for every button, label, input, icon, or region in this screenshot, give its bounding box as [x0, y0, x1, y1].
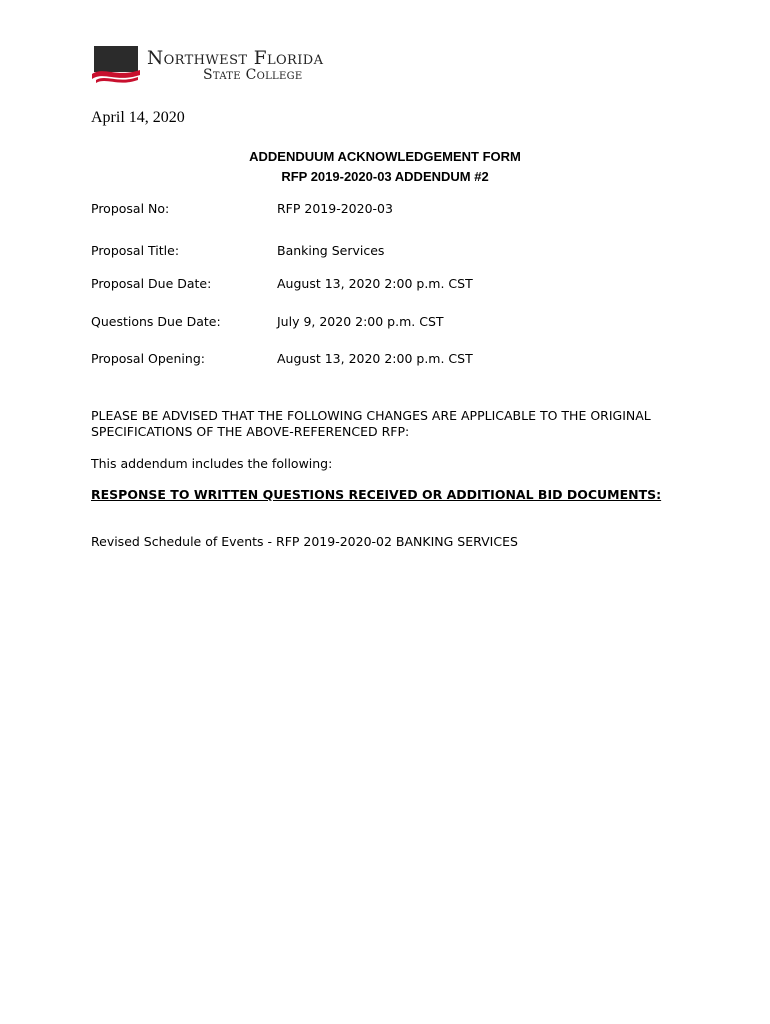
field-value: August 13, 2020 2:00 p.m. CST	[277, 351, 473, 366]
logo-name-line2: State College	[203, 67, 303, 83]
field-label: Proposal Title:	[91, 243, 180, 258]
form-subtitle: RFP 2019-2020-03 ADDENDUM #2	[281, 169, 489, 184]
college-logo	[90, 44, 390, 88]
advisory-paragraph: PLEASE BE ADVISED THAT THE FOLLOWING CHANGES ARE APPLICABLE TO THE ORIGINAL SPECIFICATIONS OF THE ABOVE-REFERENCED RFP:	[91, 408, 651, 439]
field-proposal-due-date	[91, 276, 473, 291]
includes-text: This addendum includes the following:	[91, 456, 333, 471]
revised-schedule-item: Revised Schedule of Events - RFP 2019-2020-02 BANKING SERVICES	[91, 534, 518, 549]
field-proposal-opening	[91, 351, 473, 366]
field-value: RFP 2019-2020-03	[277, 201, 393, 216]
logo-name-line1: Northwest Florida	[147, 48, 324, 69]
field-label: Questions Due Date:	[91, 314, 221, 329]
response-heading: RESPONSE TO WRITTEN QUESTIONS RECEIVED OR ADDITIONAL BID DOCUMENTS:	[91, 487, 662, 502]
field-value: July 9, 2020 2:00 p.m. CST	[277, 314, 444, 329]
field-label: Proposal No:	[91, 201, 170, 216]
book-emblem-icon	[90, 44, 142, 86]
field-label: Proposal Due Date:	[91, 276, 212, 291]
field-value: August 13, 2020 2:00 p.m. CST	[277, 276, 473, 291]
field-value: Banking Services	[277, 243, 385, 258]
field-proposal-title	[91, 243, 384, 258]
field-label: Proposal Opening:	[91, 351, 205, 366]
form-title: ADDENDUUM ACKNOWLEDGEMENT FORM	[249, 149, 521, 164]
letter-date: April 14, 2020	[91, 109, 185, 126]
field-proposal-no	[91, 201, 393, 216]
field-questions-due-date	[91, 314, 444, 329]
